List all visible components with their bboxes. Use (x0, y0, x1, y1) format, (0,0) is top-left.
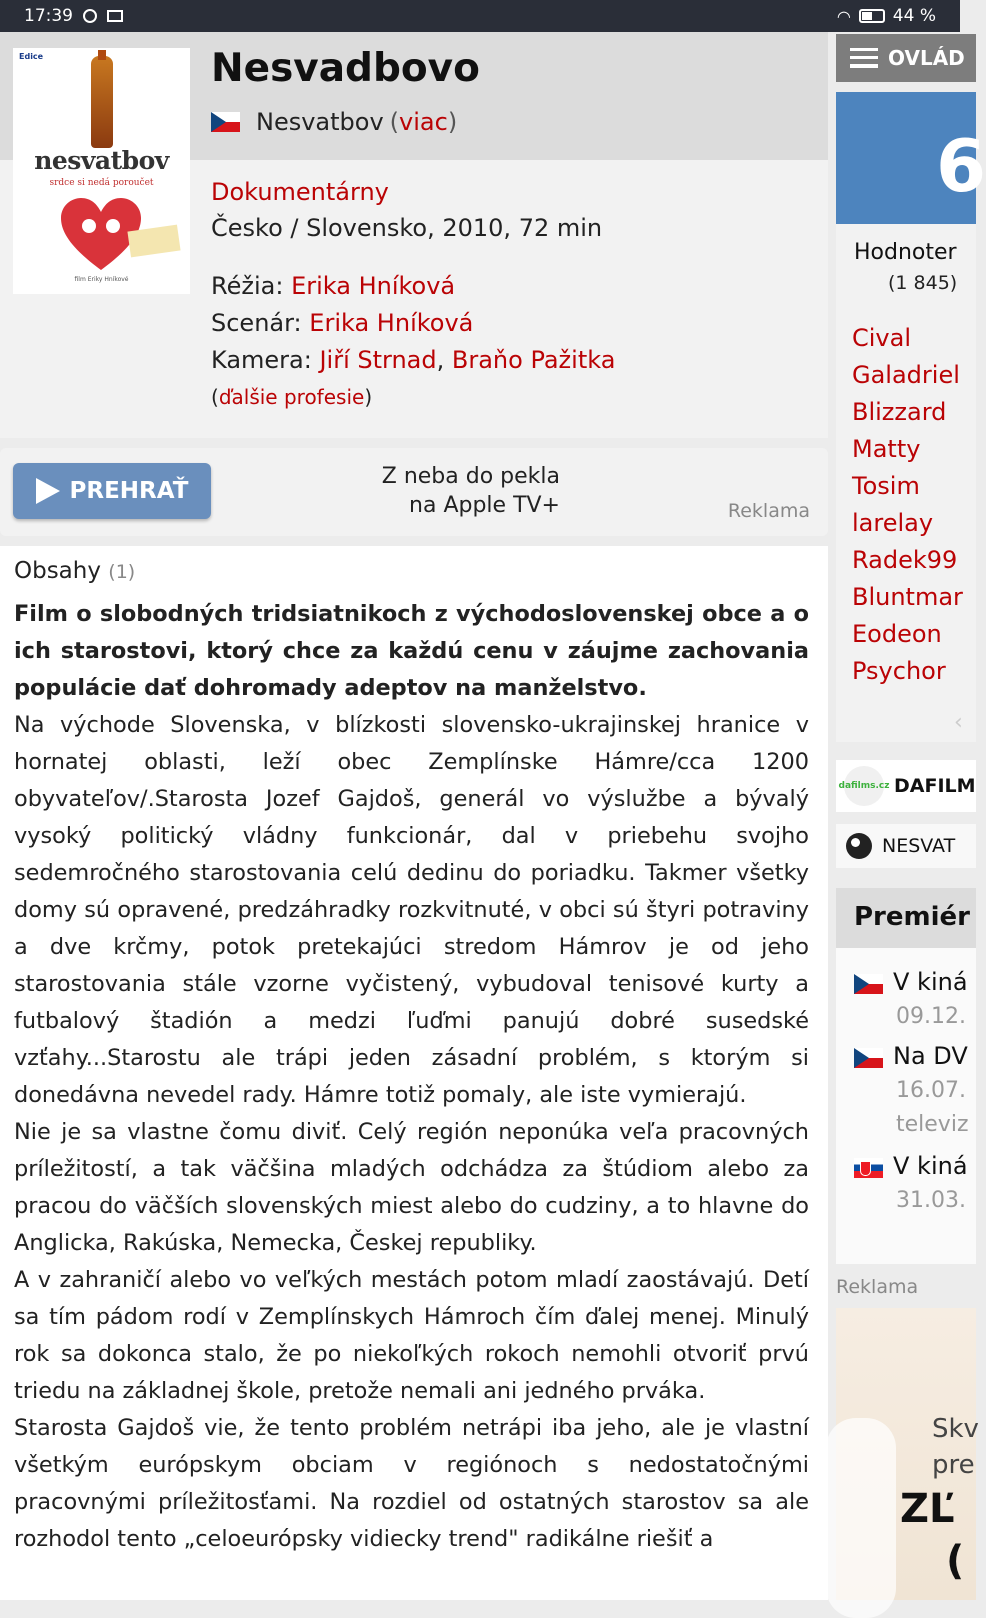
plot-heading (14, 558, 135, 584)
premieres-heading: Premiér (836, 888, 976, 948)
play-icon (36, 478, 60, 504)
globe-icon (846, 833, 872, 859)
dafilms-link[interactable] (836, 760, 976, 812)
camera-link-2[interactable]: Braňo Pažitka (451, 346, 616, 374)
premiere-item (854, 1042, 968, 1070)
premieres-card (836, 888, 976, 1264)
poster-sticker (127, 225, 180, 258)
poster-credit: film Eriky Hníkové (74, 276, 129, 283)
mail-icon (107, 10, 123, 22)
premiere-date: 31.03. (896, 1188, 966, 1213)
ad-line-1: Skv (932, 1414, 979, 1444)
genre-link[interactable]: Dokumentárny (211, 178, 389, 206)
sidebar-ad-banner[interactable] (836, 1308, 979, 1600)
czech-flag-icon (211, 112, 240, 132)
official-site-label: NESVAT (882, 835, 956, 857)
plot-text (14, 596, 809, 1558)
rating-label[interactable]: Hodnoter (854, 240, 957, 265)
plot-paragraph: Starosta Gajdoš vie, že tento problém netrápi iba jeho, ale je vlastní všetkým európskym obciam v regiónoch s nedostatočnými pracovnými príležitosťami. Na rozdiel od ostatných starostov sa ale rozhodol tento „celoeurópsky vidiecky trend" radikálne riešiť a (14, 1415, 809, 1552)
poster-subtitle: srdce si nedá poroučet (49, 178, 154, 188)
play-ad-line-1: Z neba do pekla (381, 464, 560, 489)
plot-section (0, 546, 828, 1600)
play-card (0, 448, 828, 536)
plot-lead: Film o slobodných tridsiatnikoch z východoslovenskej obce a o ich starostovi, ktorý chce za každú cenu v záujme zachovania populácie dať dohromady adeptov na manželstvo. (14, 601, 809, 701)
rating-value: 6 (836, 92, 976, 224)
writer-link[interactable]: Erika Hníková (309, 309, 474, 337)
plot-paragraph: A v zahraničí alebo vo veľkých mestách potom mladí zaostávajú. Detí sa tím pádom rodí v Zemplínskych Hámroch čím ďalej menej. Minulý rok sa dokonca stalo, že po niekoľkých rokoch nemohli otvoriť prvú triedu na základnej škole, pretože nemali ani jedného prváka. (14, 1267, 809, 1404)
film-poster[interactable] (13, 48, 190, 294)
hamburger-icon (850, 48, 878, 68)
dafilms-logo: dafilms.cz (844, 766, 884, 806)
czech-flag-icon (854, 974, 883, 994)
user-link[interactable]: Matty (852, 435, 921, 463)
original-title-row: Nesvatbov ( viac ) (211, 108, 457, 136)
film-header (0, 32, 828, 438)
play-ad-text[interactable] (340, 462, 560, 520)
writer-label: Scenár: (211, 309, 302, 337)
battery-level: 44 % (892, 6, 936, 26)
user-link[interactable]: Blizzard (852, 398, 947, 426)
poster-bottle-image (91, 56, 113, 148)
user-link[interactable]: Psychor (852, 657, 946, 685)
ad-line-3: ZĽ (900, 1486, 955, 1532)
official-site-link[interactable] (836, 824, 976, 868)
status-time: 17:39 (24, 6, 73, 26)
user-link[interactable]: Bluntmar (852, 583, 963, 611)
premiere-title: Na DV (893, 1042, 968, 1070)
poster-logo: Edice (19, 52, 44, 61)
director-label: Réžia: (211, 272, 284, 300)
menu-button[interactable] (836, 34, 976, 82)
more-professions-link[interactable]: ďalšie profesie (218, 385, 365, 409)
wifi-icon: ◠ (836, 6, 851, 26)
plot-paragraph: Na východe Slovenska, v blízkosti slovensko-ukrajinskej hranice v hornatej oblasti, leží obec Zemplínske Hámre/cca 1200 obyvateľov/.Starosta Jozef Gajdoš, generál vo výslužbe a bývalý vysoký politický vládny funkcionár, dal v priebehu svojho sedemročného starostovania celú dedinu do poriadku. Takmer všetky domy sú opravené, predzáhradky rozkvitnuté, v obci sú štyri potraviny a dve krčmy, potok pretekajúci stredom Hámrov je od jeho starostovania stále vzorne vyčistený, vybudoval tenisové kurty a futbalový štadión a medzi ľuďmi panujú dobré susedské vzťahy...Starostu ale trápi jeden zásadní problém, s ktorým si donedávna nevedel rady. Hámre totiž pomaly, ale iste vymierajú. (14, 712, 809, 1108)
user-link[interactable]: Galadriel (852, 361, 960, 389)
camera-row: Kamera: Jiří Strnad, Braňo Pažitka (211, 346, 616, 374)
premiere-date: 09.12. (896, 1004, 966, 1029)
premiere-title: V kiná (893, 1152, 968, 1180)
play-button-label: PREHRAŤ (69, 478, 189, 504)
rating-count: (1 845) (888, 272, 958, 294)
premiere-date: 16.07. (896, 1078, 966, 1103)
plot-heading-label: Obsahy (14, 558, 101, 584)
user-link[interactable]: Eodeon (852, 620, 942, 648)
more-professions-row: (ďalšie profesie) (211, 385, 373, 409)
user-link[interactable]: Tosim (852, 472, 920, 500)
plot-paragraph: Nie je sa vlastne čomu diviť. Celý región neponúka veľa pracovných príležitostí, a tak väčšina mladých odchádza za štúdiom alebo za pracou do väčších slovenských miest alebo do cudziny, a to hlavne do Anglicka, Rakúska, Nemecka, Českej republiky. (14, 1119, 809, 1256)
user-ratings-list (852, 320, 963, 690)
premiere-item (854, 968, 968, 996)
director-row (211, 268, 615, 305)
premiere-medium: televiz (896, 1112, 969, 1137)
original-title: Nesvatbov (256, 108, 384, 136)
origin-info: Česko / Slovensko, 2010, 72 min (211, 214, 603, 242)
play-button[interactable] (13, 463, 211, 519)
status-bar (0, 0, 960, 32)
dafilms-label: DAFILM (894, 775, 976, 797)
ad-product-image (826, 1418, 896, 1618)
menu-label: OVLÁD (888, 46, 965, 70)
user-link[interactable]: larelay (852, 509, 934, 537)
premiere-item (854, 1152, 968, 1180)
ad-label: Reklama (727, 500, 810, 522)
user-link[interactable]: Cival (852, 324, 912, 352)
sidebar (828, 32, 986, 1600)
main-column (0, 32, 828, 1600)
plot-count: (1) (108, 561, 136, 583)
director-link[interactable]: Erika Hníková (291, 272, 456, 300)
chevron-left-icon[interactable]: ‹ (954, 710, 963, 735)
user-link[interactable]: Radek99 (852, 546, 958, 574)
rating-card (836, 92, 986, 742)
camera-label: Kamera: (211, 346, 312, 374)
sync-icon (83, 9, 97, 23)
crew-list (211, 268, 615, 416)
slovak-flag-icon (854, 1158, 883, 1178)
more-titles-link[interactable]: viac (399, 108, 448, 136)
ad-line-4: ( (946, 1538, 965, 1584)
poster-title: nesvatbov (34, 146, 169, 175)
ad-line-2: pre (932, 1450, 975, 1480)
camera-link-1[interactable]: Jiří Strnad (319, 346, 437, 374)
page-title: Nesvadbovo (211, 46, 480, 91)
writer-row (211, 305, 615, 342)
premiere-title: V kiná (893, 968, 968, 996)
battery-icon (859, 9, 885, 23)
sidebar-ad-label: Reklama (836, 1276, 919, 1298)
play-ad-line-2: na Apple TV+ (409, 493, 560, 518)
czech-flag-icon (854, 1048, 883, 1068)
